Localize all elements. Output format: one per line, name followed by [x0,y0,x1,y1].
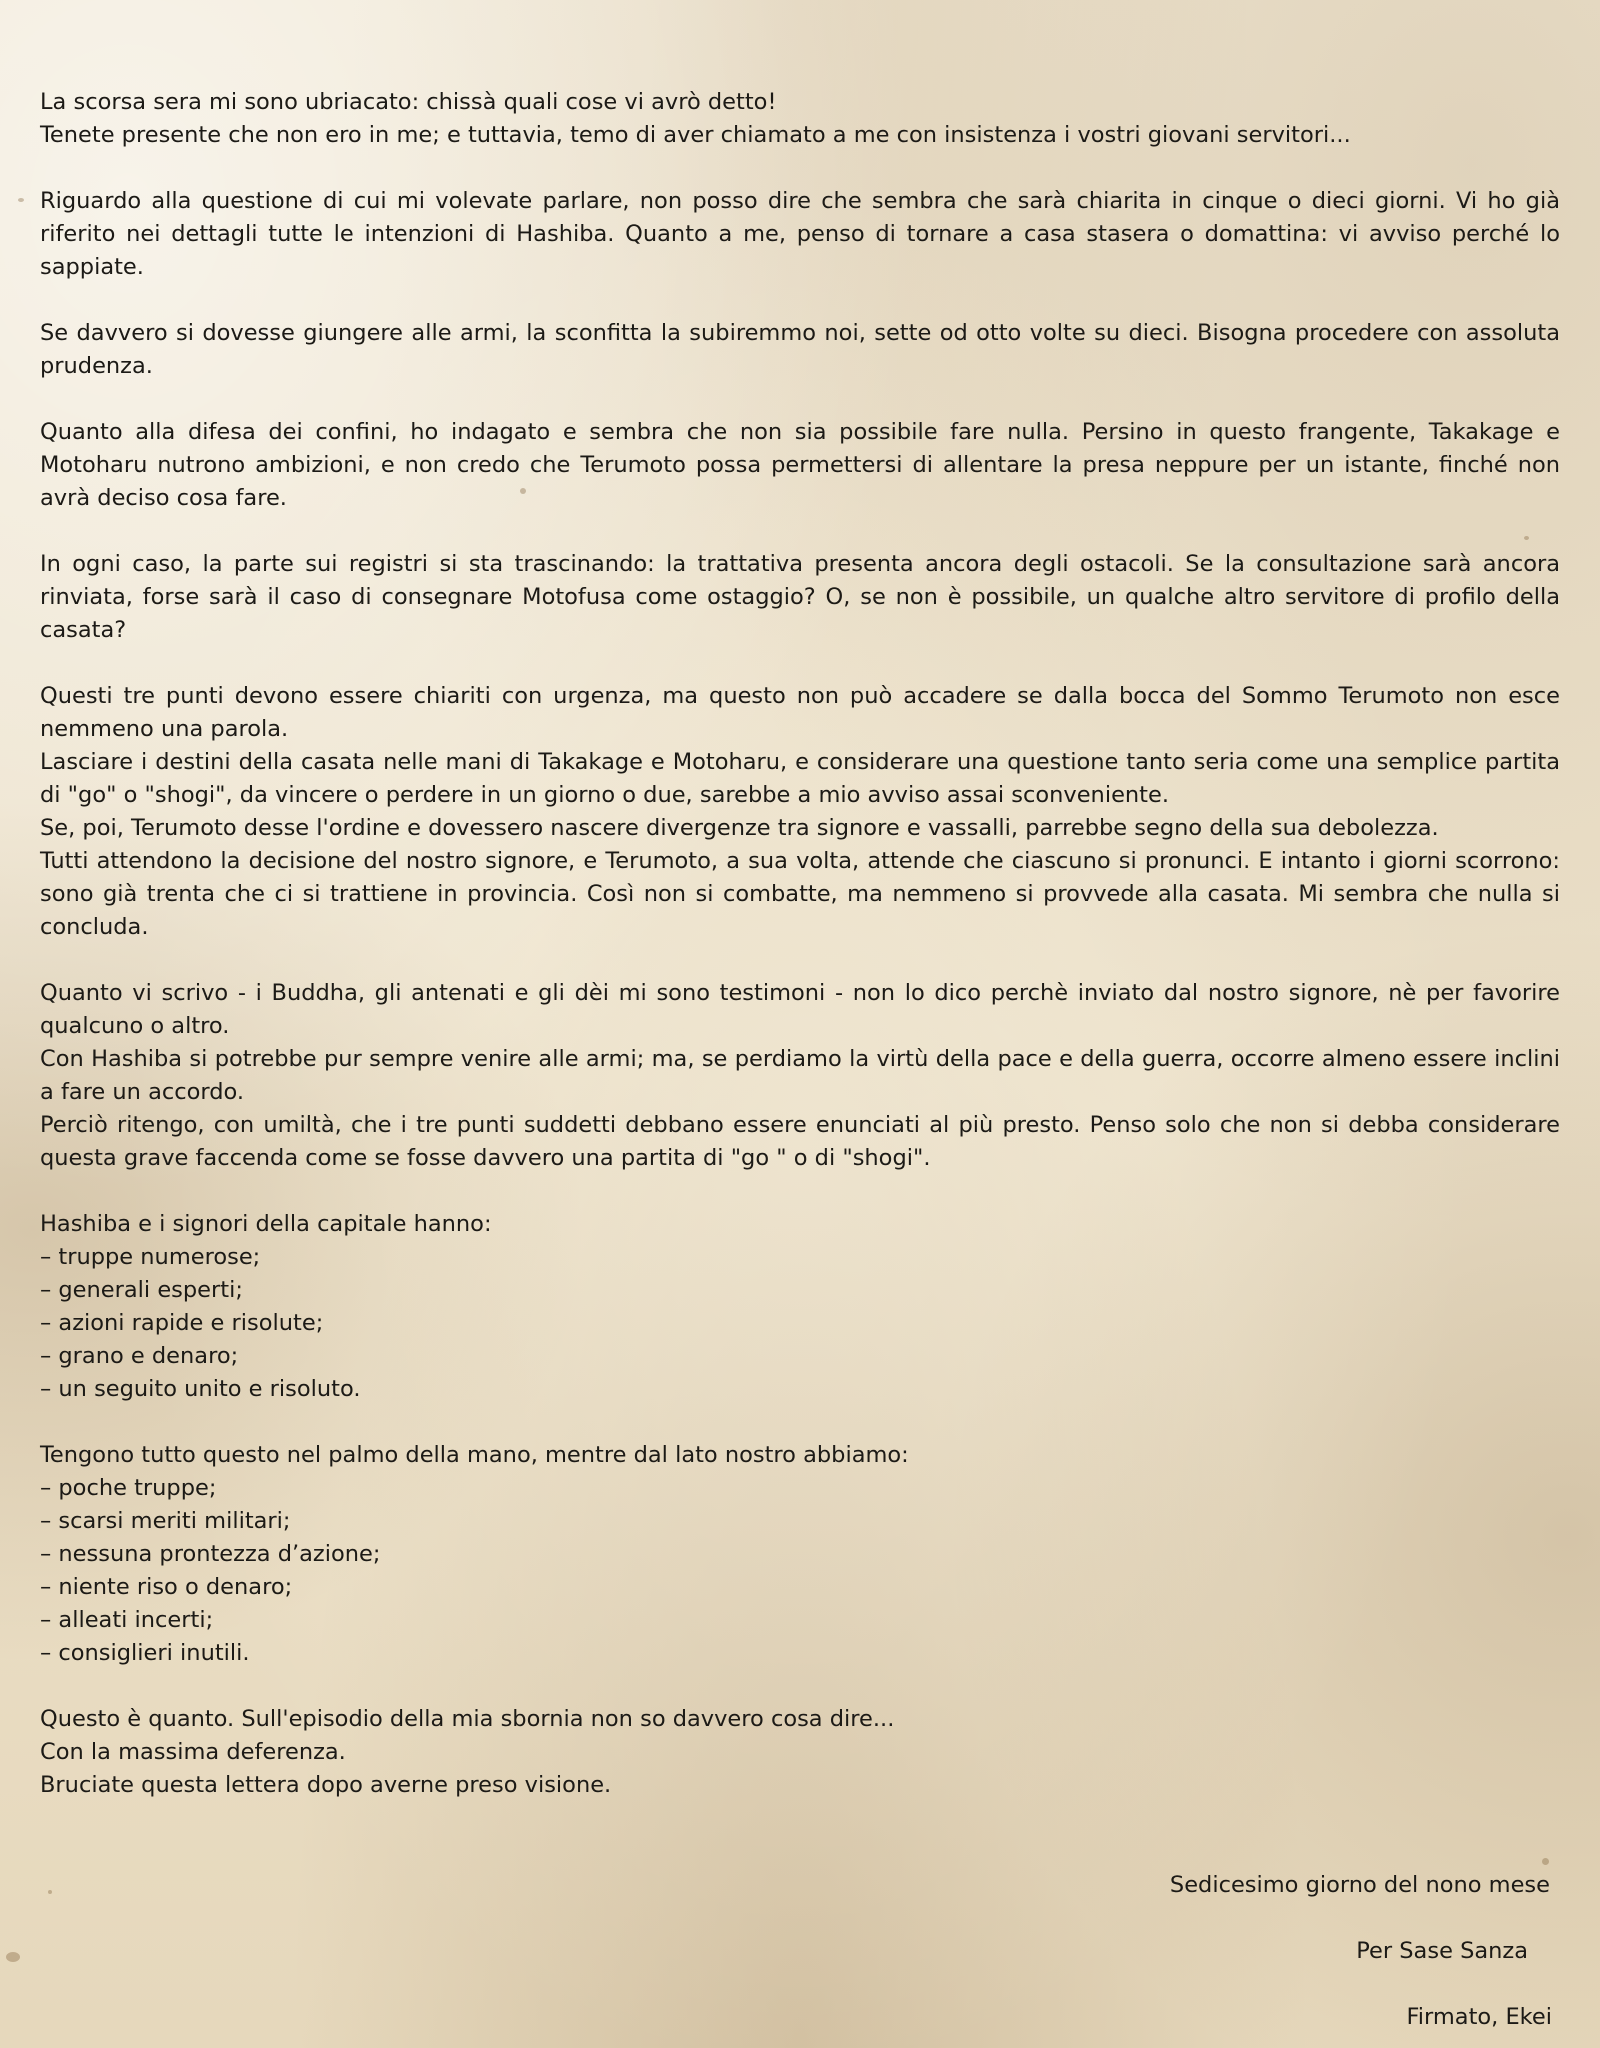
text-line: Tutti attendono la decisione del nostro signore, e Terumoto, a sua volta, attende che ciascuno si pronunci. E intanto i giorni scorrono: sono già trenta che ci si trattiene in provincia. Così non si combatte, ma nemmeno si provvede alla casata. Mi sembra che nulla si concluda. [40,848,1560,940]
list-item: – grano e denaro; [40,1343,239,1369]
text-line: Riguardo alla questione di cui mi volevate parlare, non posso dire che sembra che sarà chiarita in cinque o dieci giorni. Vi ho già riferito nei dettagli tutte le intenzioni di Hashiba. Quanto a me, penso di tornare a casa stasera o domattina: vi avviso perché lo sappiate. [40,188,1560,280]
paragraph-4 [40,416,1560,515]
letter-body [40,86,1560,1835]
list-hashiba [40,1208,1560,1406]
paragraph-1 [40,86,1560,152]
closing-recipient: Per Sase Sanza [1356,1938,1528,1964]
list-item: – poche truppe; [40,1475,217,1501]
list-item: – niente riso o denaro; [40,1574,293,1600]
paragraph-final [40,1703,1560,1802]
list-ours [40,1439,1560,1670]
closing-signature: Firmato, Ekei [1406,2004,1552,2030]
paper-speck [6,1952,20,1962]
paper-speck [18,198,24,202]
text-line: Se, poi, Terumoto desse l'ordine e dovessero nascere divergenze tra signore e vassalli, parrebbe segno della sua debolezza. [40,815,1439,841]
list-item: – azioni rapide e risolute; [40,1310,324,1336]
list-intro: Tengono tutto questo nel palmo della mano, mentre dal lato nostro abbiamo: [40,1442,909,1468]
paper-speck [1542,1858,1549,1865]
paragraph-7 [40,977,1560,1175]
text-line: Con Hashiba si potrebbe pur sempre venire alle armi; ma, se perdiamo la virtù della pace e della guerra, occorre almeno essere inclini a fare un accordo. [40,1046,1560,1105]
text-line: Questi tre punti devono essere chiariti con urgenza, ma questo non può accadere se dalla bocca del Sommo Terumoto non esce nemmeno una parola. [40,683,1560,742]
text-line: Questo è quanto. Sull'episodio della mia sbornia non so davvero cosa dire... [40,1706,895,1732]
list-item: – nessuna prontezza d’azione; [40,1541,381,1567]
list-item: – consiglieri inutili. [40,1640,250,1666]
text-line: Tenete presente che non ero in me; e tuttavia, temo di aver chiamato a me con insistenza i vostri giovani servitori... [40,122,1351,148]
text-line: La scorsa sera mi sono ubriacato: chissà quali cose vi avrò detto! [40,89,777,115]
text-line: Quanto vi scrivo - i Buddha, gli antenati e gli dèi mi sono testimoni - non lo dico perchè inviato dal nostro signore, nè per favorire qualcuno o altro. [40,980,1560,1039]
text-line: Se davvero si dovesse giungere alle armi, la sconfitta la subiremmo noi, sette od otto volte su dieci. Bisogna procedere con assoluta prudenza. [40,320,1560,379]
paper-speck [48,1890,52,1894]
list-item: – un seguito unito e risoluto. [40,1376,361,1402]
paragraph-5 [40,548,1560,647]
list-item: – generali esperti; [40,1277,243,1303]
list-item: – truppe numerose; [40,1244,261,1270]
paragraph-6 [40,680,1560,944]
paragraph-3 [40,317,1560,383]
list-item: – alleati incerti; [40,1607,214,1633]
list-intro: Hashiba e i signori della capitale hanno: [40,1211,492,1237]
text-line: Quanto alla difesa dei confini, ho indagato e sembra che non sia possibile fare nulla. Persino in questo frangente, Takakage e Motoharu nutrono ambizioni, e non credo che Terumoto possa permettersi di allentare la presa neppure per un istante, finché non avrà deciso cosa fare. [40,419,1560,511]
list-item: – scarsi meriti militari; [40,1508,291,1534]
text-line: Con la massima deferenza. [40,1739,346,1765]
list-hashiba-items [40,1241,1560,1406]
text-line: In ogni caso, la parte sui registri si sta trascinando: la trattativa presenta ancora degli ostacoli. Se la consultazione sarà ancora rinviata, forse sarà il caso di consegnare Motofusa come ostaggio? O, se non è possibile, un qualche altro servitore di profilo della casata? [40,551,1560,643]
text-line: Bruciate questa lettera dopo averne preso visione. [40,1772,612,1798]
paragraph-2 [40,185,1560,284]
closing-date: Sedicesimo giorno del nono mese [1169,1872,1550,1898]
list-ours-items [40,1472,1560,1670]
text-line: Lasciare i destini della casata nelle mani di Takakage e Motoharu, e considerare una questione tanto seria come una semplice partita di "go" o "shogi", da vincere o perdere in un giorno o due, sarebbe a mio avviso assai sconveniente. [40,749,1560,808]
text-line: Perciò ritengo, con umiltà, che i tre punti suddetti debbano essere enunciati al più presto. Penso solo che non si debba considerare questa grave faccenda come se fosse davvero una partita di "go " o di "shogi". [40,1112,1560,1171]
